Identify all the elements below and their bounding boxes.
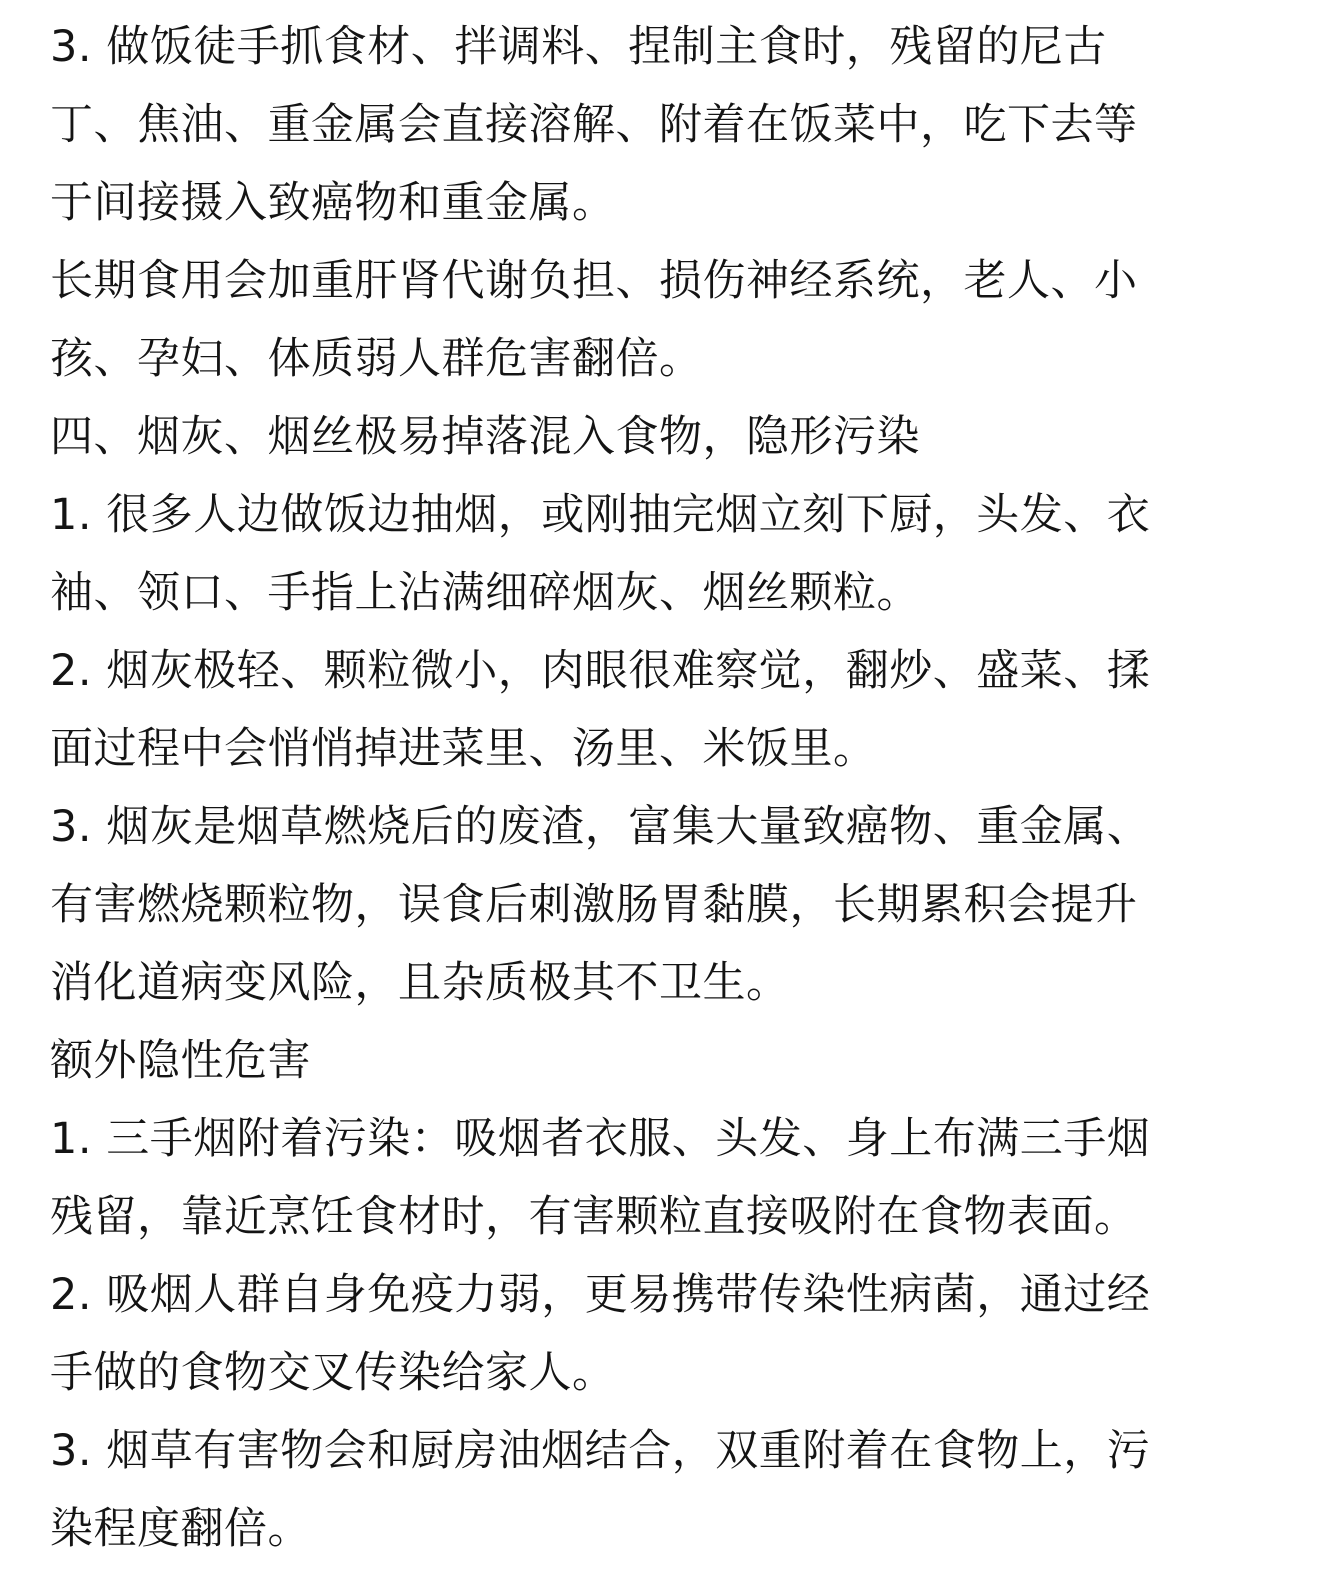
text-line: 手做的食物交叉传染给家人。	[50, 1348, 616, 1398]
text-line: 2. 吸烟人群自身免疫力弱，更易携带传染性病菌，通过经	[50, 1270, 1151, 1320]
list-item	[50, 476, 1280, 632]
text-line: 丁、焦油、重金属会直接溶解、附着在饭菜中，吃下去等	[50, 100, 1138, 150]
text-line: 于间接摄入致癌物和重金属。	[50, 178, 616, 228]
section-heading	[50, 398, 1280, 476]
article-body	[50, 8, 1280, 1568]
list-item	[50, 1412, 1280, 1568]
list-item	[50, 1100, 1280, 1256]
text-line: 四、烟灰、烟丝极易掉落混入食物，隐形污染	[50, 412, 920, 462]
text-line: 染程度翻倍。	[50, 1504, 311, 1554]
text-line: 3. 做饭徒手抓食材、拌调料、捏制主食时，残留的尼古	[50, 22, 1107, 72]
text-line: 残留，靠近烹饪食材时，有害颗粒直接吸附在食物表面。	[50, 1192, 1138, 1242]
text-line: 3. 烟草有害物会和厨房油烟结合，双重附着在食物上，污	[50, 1426, 1151, 1476]
text-line: 2. 烟灰极轻、颗粒微小，肉眼很难察觉，翻炒、盛菜、揉	[50, 646, 1151, 696]
list-item	[50, 8, 1280, 242]
text-line: 3. 烟灰是烟草燃烧后的废渣，富集大量致癌物、重金属、	[50, 802, 1151, 852]
text-line: 长期食用会加重肝肾代谢负担、损伤神经系统，老人、小	[50, 256, 1138, 306]
text-line: 袖、领口、手指上沾满细碎烟灰、烟丝颗粒。	[50, 568, 920, 618]
list-item	[50, 1256, 1280, 1412]
text-line: 面过程中会悄悄掉进菜里、汤里、米饭里。	[50, 724, 877, 774]
section-heading	[50, 1022, 1280, 1100]
text-line: 1. 三手烟附着污染：吸烟者衣服、头发、身上布满三手烟	[50, 1114, 1151, 1164]
list-item	[50, 632, 1280, 788]
text-line: 1. 很多人边做饭边抽烟，或刚抽完烟立刻下厨，头发、衣	[50, 490, 1151, 540]
text-line: 额外隐性危害	[50, 1036, 311, 1086]
list-item	[50, 788, 1280, 1022]
text-line: 孩、孕妇、体质弱人群危害翻倍。	[50, 334, 703, 384]
text-line: 消化道病变风险，且杂质极其不卫生。	[50, 958, 790, 1008]
paragraph	[50, 242, 1280, 398]
text-line: 有害燃烧颗粒物，误食后刺激肠胃黏膜，长期累积会提升	[50, 880, 1138, 930]
